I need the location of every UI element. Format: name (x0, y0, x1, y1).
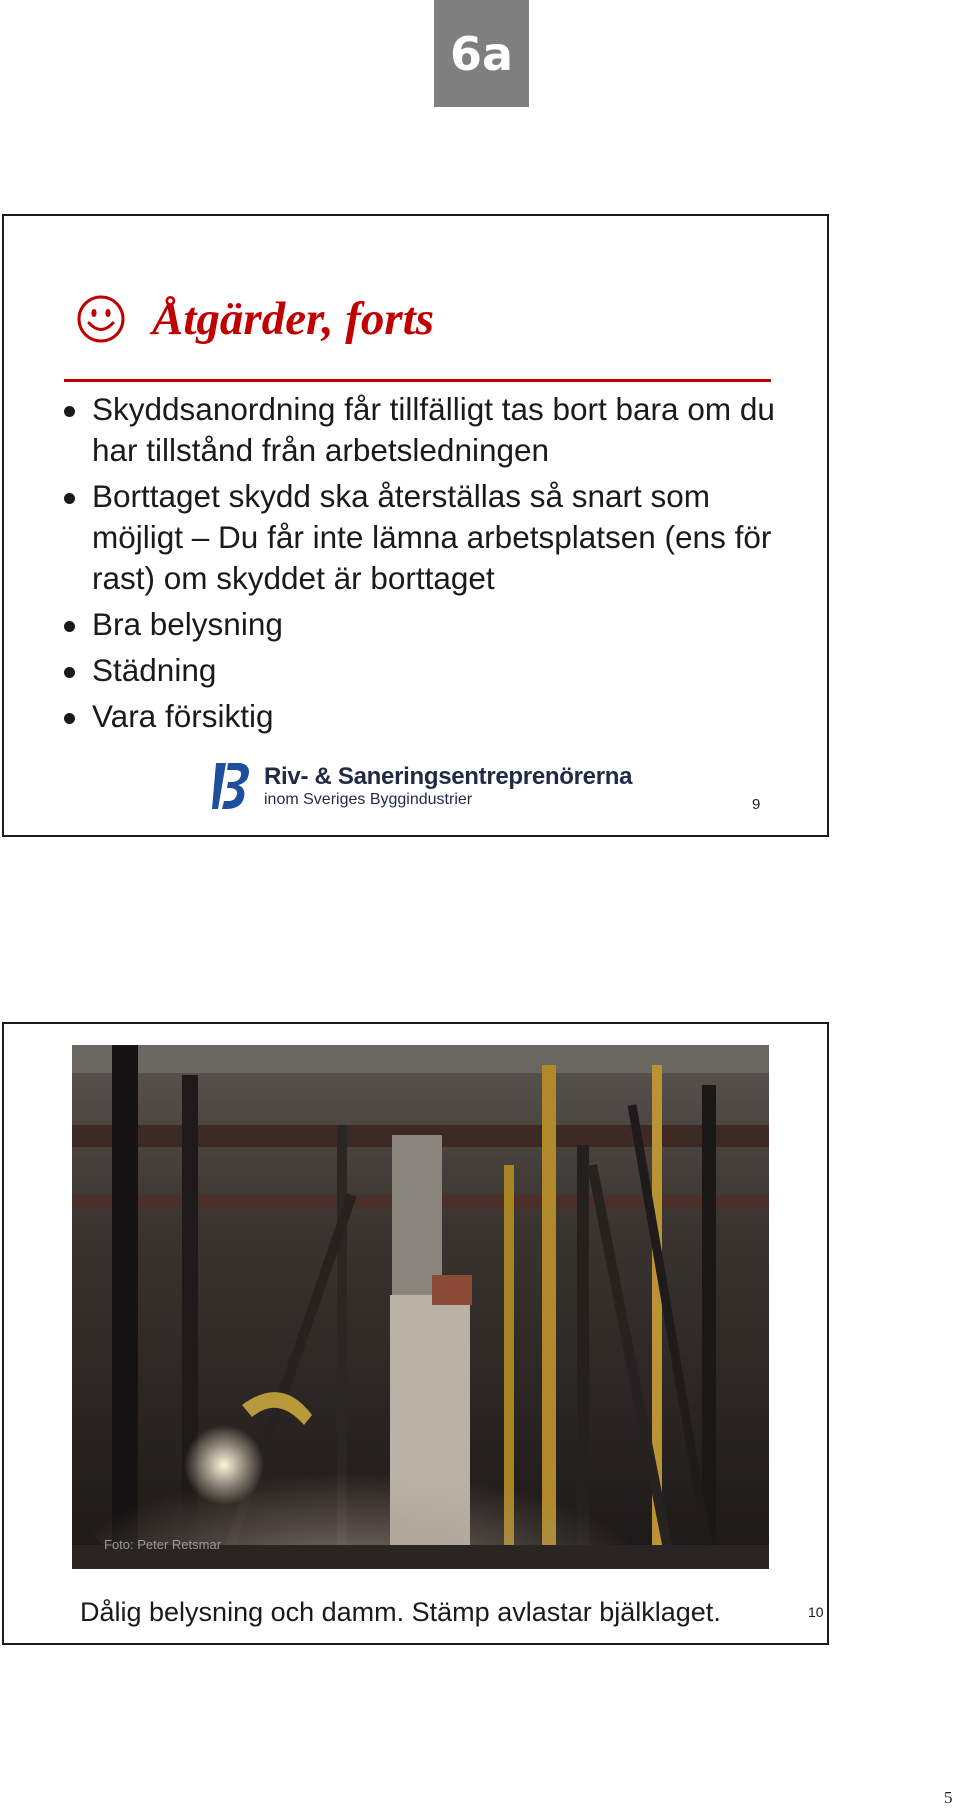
bullet-dot-icon (64, 713, 75, 724)
slide-number: 9 (752, 796, 761, 813)
slide-number: 10 (808, 1604, 824, 1620)
slide-title-row (76, 292, 434, 346)
bullet-item (62, 476, 802, 599)
logo-title: Riv- & Saneringsentreprenörerna (264, 763, 633, 790)
bullet-text: Städning (92, 652, 217, 688)
slide-10 (2, 1022, 829, 1645)
bullet-dot-icon (64, 406, 75, 417)
bullet-dot-icon (64, 667, 75, 678)
logo-subtitle: inom Sveriges Byggindustrier (264, 791, 473, 808)
bullet-dot-icon (64, 621, 75, 632)
smiley-face-icon (76, 294, 126, 344)
construction-site-photo (72, 1045, 769, 1569)
bullet-text: Skyddsanordning får tillfälligt tas bort bara om du har tillstånd från arbetsledningen (92, 391, 775, 468)
logo-mark-icon (212, 761, 252, 811)
page-badge: 6a (434, 0, 529, 107)
bullet-text: Borttaget skydd ska återställas så snart som möjligt – Du får inte lämna arbetsplatsen (ens för rast) om skyddet är borttaget (92, 478, 772, 596)
organization-logo (212, 761, 632, 811)
bullet-item (62, 604, 802, 645)
bullet-text: Bra belysning (92, 606, 283, 642)
slide-9 (2, 214, 829, 837)
title-underline (64, 379, 771, 382)
bullet-dot-icon (64, 493, 75, 504)
bullet-item (62, 650, 802, 691)
photo-caption: Dålig belysning och damm. Stämp avlastar bjälklaget. (80, 1597, 721, 1627)
slide-title: Åtgärder, forts (152, 293, 435, 345)
page-number: 5 (944, 1788, 953, 1807)
photo-credit: Foto: Peter Retsmar (104, 1537, 222, 1552)
bullet-list (62, 389, 802, 742)
bullet-item (62, 389, 802, 471)
bullet-text: Vara försiktig (92, 698, 274, 734)
bullet-item (62, 696, 802, 737)
